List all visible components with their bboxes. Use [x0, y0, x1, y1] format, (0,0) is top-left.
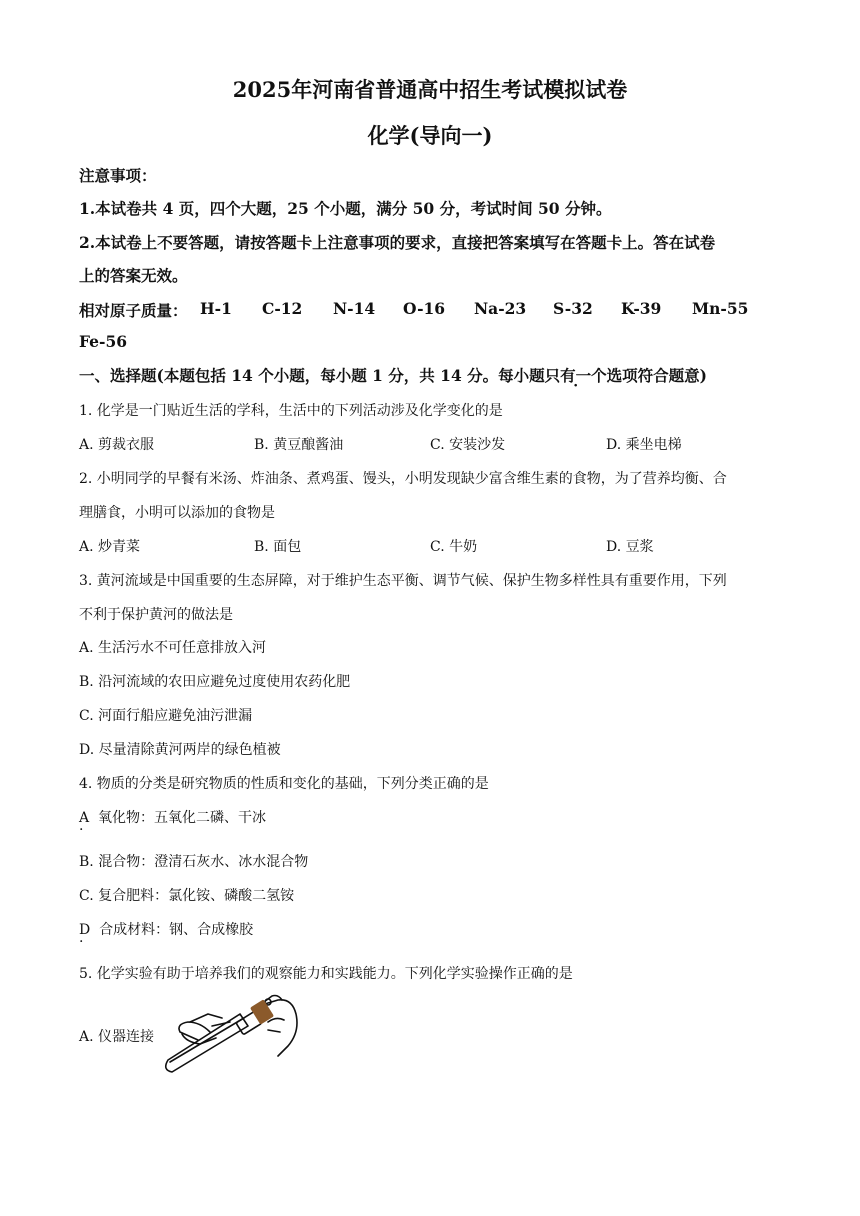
- q3-stem-line-2: 不利于保护黄河的做法是: [79, 607, 233, 623]
- q2-option-d: D. 豆浆: [606, 539, 654, 555]
- q4-option-d: [79, 919, 253, 939]
- q4-option-a-text: 氧化物：五氧化二磷、干冰: [98, 810, 267, 826]
- q2-stem-line-1: 2. 小明同学的早餐有米汤、炸油条、煮鸡蛋、馒头，小明发现缺少富含维生素的食物，为了营养均衡、合: [79, 471, 727, 487]
- test-tube-stopper-illustration: [160, 992, 310, 1074]
- q4-option-a: [79, 807, 266, 827]
- q2-option-a: A. 炒青菜: [79, 539, 141, 555]
- q5-stem: 5. 化学实验有助于培养我们的观察能力和实践能力。下列化学实验操作正确的是: [79, 966, 573, 982]
- exam-title: 2025年河南省普通高中招生考试模拟试卷: [232, 77, 628, 102]
- atomic-mass-c: C-12: [262, 299, 303, 318]
- atomic-mass-fe: Fe-56: [79, 332, 128, 351]
- q3-option-b: B. 沿河流域的农田应避免过度使用农药化肥: [79, 674, 351, 690]
- q4-option-c: C. 复合肥料：氯化铵、磷酸二氢铵: [79, 888, 295, 904]
- q5-option-a: A. 仪器连接: [79, 1029, 155, 1045]
- section-1-heading-post: 选项符合题意): [606, 366, 707, 385]
- exam-subtitle: 化学(导向一): [367, 123, 493, 148]
- atomic-mass-label: 相对原子质量：: [79, 301, 188, 320]
- q2-stem-line-2: 理膳食，小明可以添加的食物是: [79, 505, 275, 521]
- atomic-mass-n: N-14: [333, 299, 376, 318]
- notes-line-1: 1.本试卷共 4 页，四个大题，25 个小题，满分 50 分，考试时间 50 分钟。: [79, 199, 612, 218]
- atomic-mass-s: S-32: [553, 299, 593, 318]
- q2-option-c: C. 牛奶: [430, 539, 478, 555]
- section-1-heading: [79, 364, 707, 386]
- q3-option-a: A. 生活污水不可任意排放入河: [79, 640, 267, 656]
- q4-stem: 4. 物质的分类是研究物质的性质和变化的基础，下列分类正确的是: [79, 776, 489, 792]
- atomic-mass-na: Na-23: [474, 299, 527, 318]
- section-1-heading-emphasis: 只有一个: [544, 366, 607, 385]
- q1-option-d: D. 乘坐电梯: [606, 437, 682, 453]
- atomic-mass-h: H-1: [200, 299, 232, 318]
- q1-option-b: B. 黄豆酿酱油: [254, 437, 344, 453]
- q4-option-b: B. 混合物：澄清石灰水、冰水混合物: [79, 854, 309, 870]
- atomic-mass-k: K-39: [621, 299, 662, 318]
- atomic-mass-mn: Mn-55: [692, 299, 749, 318]
- notes-line-2b: 上的答案无效。: [79, 266, 188, 285]
- q1-option-c: C. 安装沙发: [430, 437, 506, 453]
- atomic-mass-o: O-16: [403, 299, 446, 318]
- section-1-heading-pre: 一、选择题(本题包括 14 个小题，每小题 1 分，共 14 分。每小题: [79, 366, 545, 385]
- q4-option-d-letter: D .: [79, 922, 90, 938]
- q3-option-d: D. 尽量清除黄河两岸的绿色植被: [79, 742, 281, 758]
- q1-option-a: A. 剪裁衣服: [79, 437, 155, 453]
- q4-option-a-letter: A .: [79, 810, 89, 826]
- q2-option-b: B. 面包: [254, 539, 302, 555]
- notes-heading: 注意事项：: [79, 166, 157, 185]
- notes-line-2a: 2.本试卷上不要答题，请按答题卡上注意事项的要求，直接把答案填写在答题卡上。答在试卷: [79, 233, 716, 252]
- q1-stem: 1. 化学是一门贴近生活的学科，生活中的下列活动涉及化学变化的是: [79, 403, 503, 419]
- q3-stem-line-1: 3. 黄河流域是中国重要的生态屏障，对于维护生态平衡、调节气候、保护生物多样性具有重要作用，下列: [79, 573, 727, 589]
- q4-option-d-text: 合成材料：钢、合成橡胶: [99, 922, 254, 938]
- q3-option-c: C. 河面行船应避免油污泄漏: [79, 708, 253, 724]
